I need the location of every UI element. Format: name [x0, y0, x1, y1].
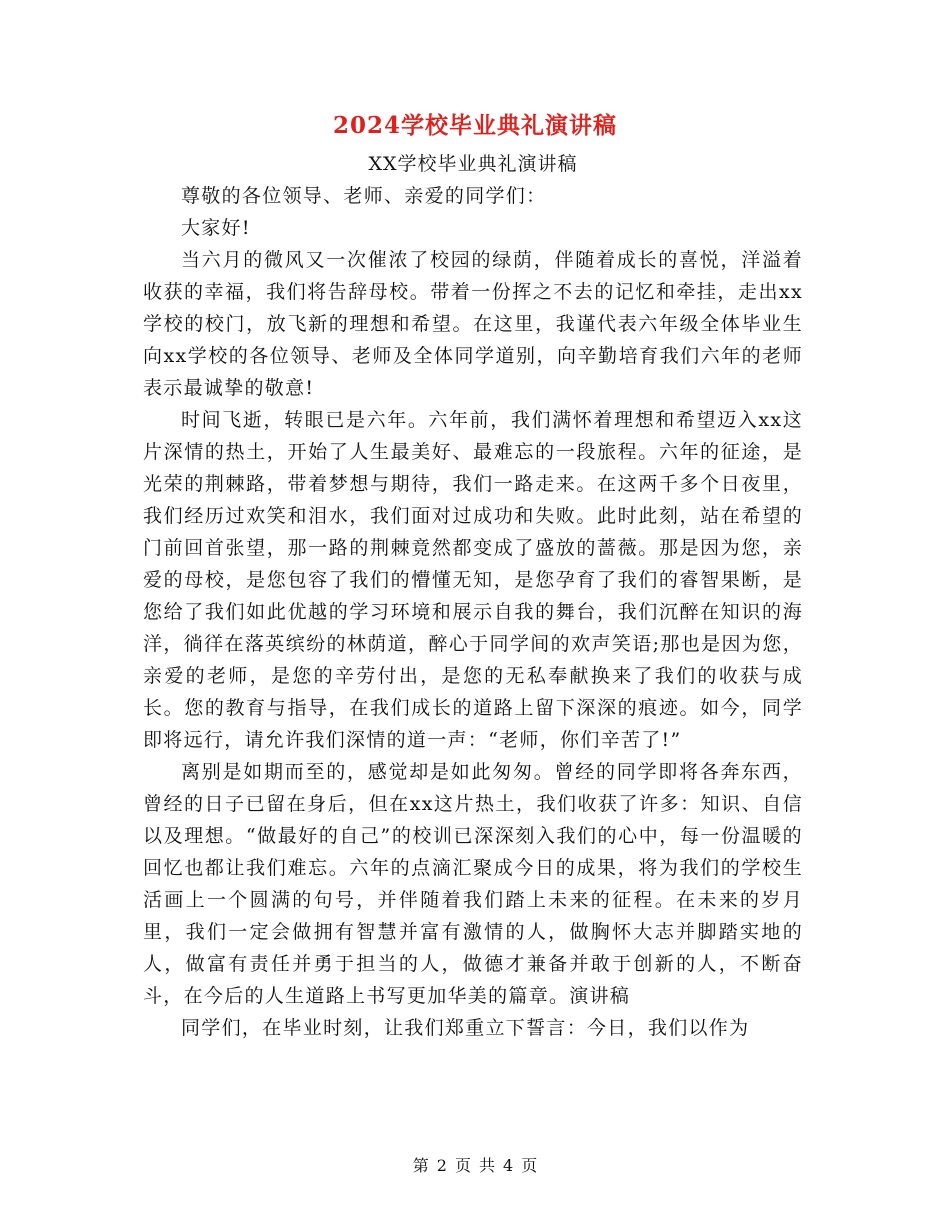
document-subtitle: XX学校毕业典礼演讲稿 [368, 153, 578, 175]
paragraph-2: 时间飞逝，转眼已是六年。六年前，我们满怀着理想和希望迈入xx这片深情的热土，开始了人生最美好、最难忘的一段旅程。六年的征途，是光荣的荆棘路，带着梦想与期待，我们一路走来。在这两千多个日夜里，我们经历过欢笑和泪水，我们面对过成功和失败。此时此刻，站在希望的门前回首张望，那一路的荆棘竟然都变成了盛放的蔷薇。那是因为您，亲爱的母校，是您包容了我们的懵懂无知，是您孕育了我们的睿智果断，是您给了我们如此优越的学习环境和展示自我的舞台，我们沉醉在知识的海洋，徜徉在落英缤纷的林荫道，醉心于同学间的欢声笑语;那也是因为您，亲爱的老师，是您的辛劳付出，是您的无私奉献换来了我们的收获与成长。您的教育与指导，在我们成长的道路上留下深深的痕迹。如今，同学即将远行，请允许我们深情的道一声：“老师，你们辛苦了!” [143, 409, 803, 751]
footer-page-total: 4 [503, 1156, 514, 1175]
paragraph-greeting: 大家好! [181, 217, 251, 239]
footer-page-current: 2 [436, 1156, 447, 1175]
document-title: 2024学校毕业典礼演讲稿 [332, 112, 617, 139]
footer-word-gong: 共 [479, 1156, 496, 1175]
footer-word-ye-2: 页 [521, 1156, 538, 1175]
paragraph-1: 当六月的微风又一次催浓了校园的绿荫，伴随着成长的喜悦，洋溢着收获的幸福，我们将告辞母校。带着一份挥之不去的记忆和牵挂，走出xx学校的校门，放飞新的理想和希望。在这里，我谨代表六年级全体毕业生向xx学校的各位领导、老师及全体同学道别，向辛勤培育我们六年的老师表示最诚挚的敬意! [143, 249, 803, 399]
paragraph-4: 同学们，在毕业时刻，让我们郑重立下誓言：今日，我们以作为 [181, 1017, 750, 1039]
footer-word-di: 第 [412, 1156, 429, 1175]
page-footer [0, 1154, 950, 1178]
paragraph-salutation: 尊敬的各位领导、老师、亲爱的同学们： [181, 185, 547, 207]
footer-word-ye: 页 [454, 1156, 471, 1175]
document-body [143, 148, 803, 1044]
paragraph-3: 离别是如期而至的，感觉却是如此匆匆。曾经的同学即将各奔东西，曾经的日子已留在身后，但在xx这片热土，我们收获了许多：知识、自信以及理想。“做最好的自己”的校训已深深刻入我们的心中，每一份温暖的回忆也都让我们难忘。六年的点滴汇聚成今日的成果，将为我们的学校生活画上一个圆满的句号，并伴随着我们踏上未来的征程。在未来的岁月里，我们一定会做拥有智慧并富有激情的人，做胸怀大志并脚踏实地的人，做富有责任并勇于担当的人，做德才兼备并敢于创新的人，不断奋斗，在今后的人生道路上书写更加华美的篇章。演讲稿 [143, 761, 803, 1007]
